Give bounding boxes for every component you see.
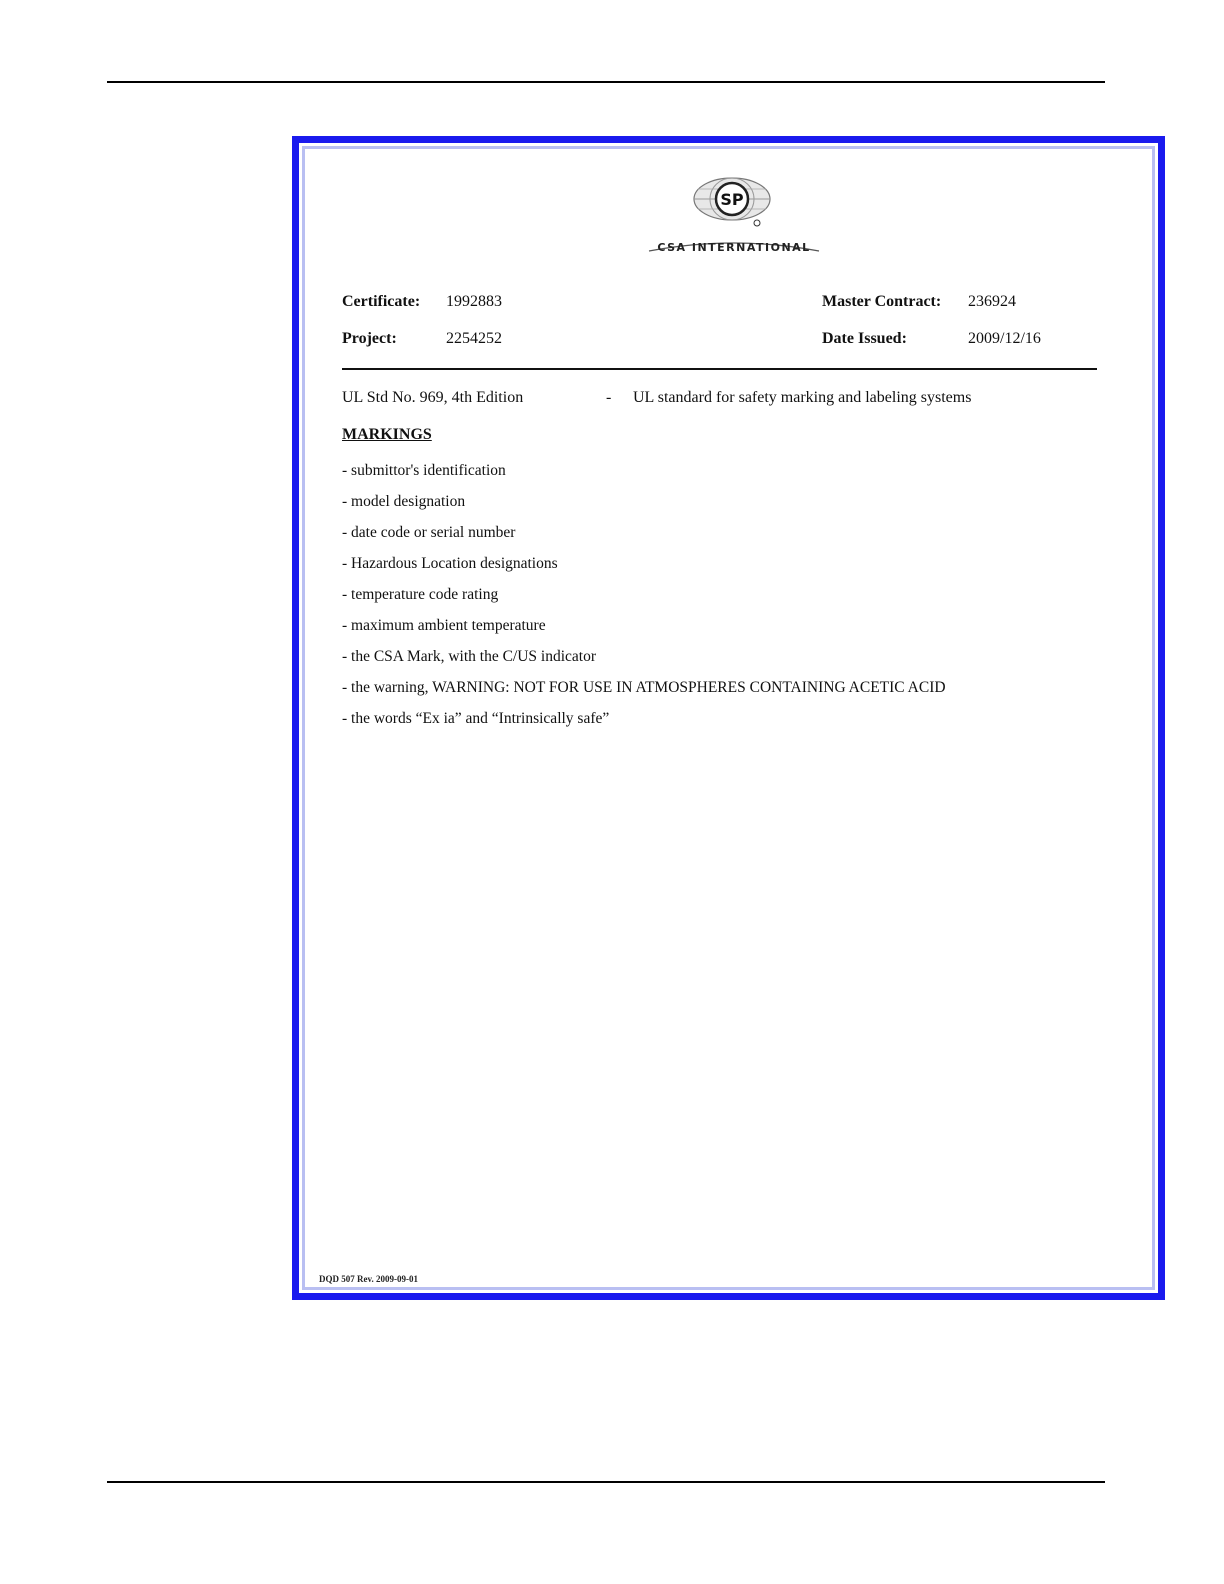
marking-item: - the CSA Mark, with the C/US indicator (342, 648, 597, 665)
project-label: Project: (342, 330, 397, 347)
certificate-label: Certificate: (342, 293, 421, 310)
logo-wordmark: CSA INTERNATIONAL (657, 241, 811, 254)
markings-list (342, 461, 946, 740)
csa-logo (644, 169, 824, 253)
standard-dash: - (606, 389, 612, 406)
standard-description: UL standard for safety marking and labeling systems (633, 389, 972, 406)
certificate-number: 1992883 (446, 293, 502, 310)
marking-item: - temperature code rating (342, 586, 499, 603)
marking-item: - the warning, WARNING: NOT FOR USE IN ATMOSPHERES CONTAINING ACETIC ACID (342, 679, 946, 696)
marking-item: - Hazardous Location designations (342, 555, 558, 572)
marking-item: - model designation (342, 493, 466, 510)
marking-item: - date code or serial number (342, 524, 516, 541)
marking-item: - the words “Ex ia” and “Intrinsically safe” (342, 710, 610, 727)
master-contract-number: 236924 (968, 293, 1016, 310)
marking-item: - maximum ambient temperature (342, 617, 546, 634)
header-divider (342, 368, 1097, 370)
page-top-rule (107, 81, 1105, 83)
certificate-frame (292, 136, 1165, 1300)
project-number: 2254252 (446, 330, 502, 347)
document-revision-code: DQD 507 Rev. 2009-09-01 (319, 1274, 418, 1284)
page-bottom-rule (107, 1481, 1105, 1483)
master-contract-label: Master Contract: (822, 293, 942, 310)
svg-text:SP: SP (720, 190, 744, 209)
marking-item: - submittor's identification (342, 462, 506, 479)
date-issued-value: 2009/12/16 (968, 330, 1041, 347)
markings-heading: MARKINGS (342, 426, 432, 443)
date-issued-label: Date Issued: (822, 330, 907, 347)
standard-name: UL Std No. 969, 4th Edition (342, 389, 524, 406)
